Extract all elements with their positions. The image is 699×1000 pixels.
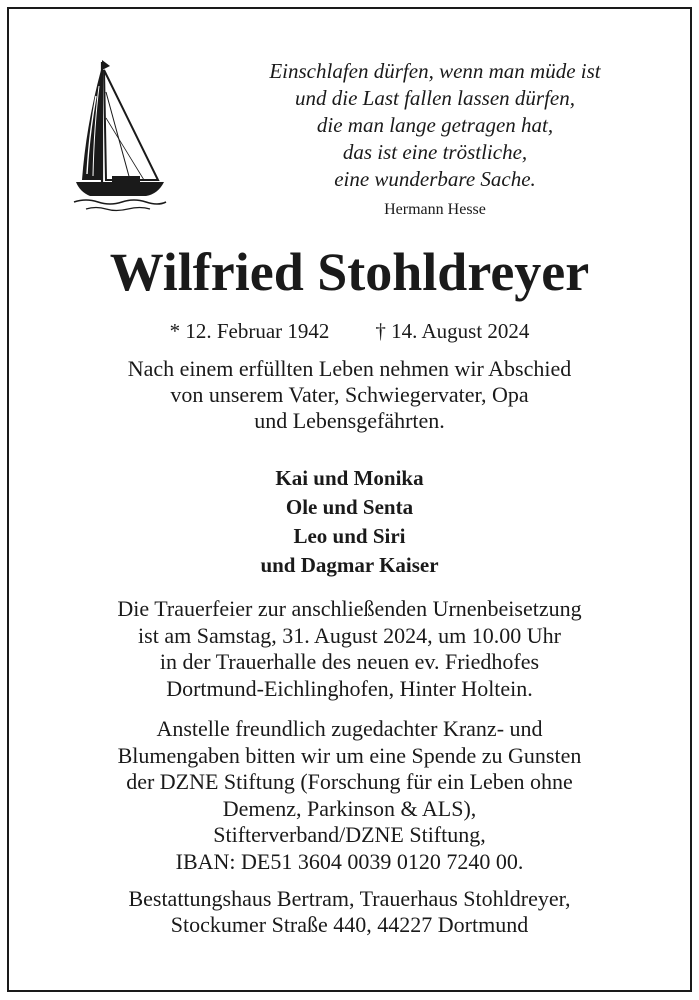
- death-date: † 14. August 2024: [375, 319, 530, 343]
- mourners-list: [20, 464, 679, 580]
- text-line: Die Trauerfeier zur anschließenden Urnenbeisetzung: [117, 596, 582, 621]
- quote-line: die man lange getragen hat,: [316, 113, 554, 137]
- quote-line: eine wunderbare Sache.: [334, 167, 536, 191]
- mourner-name: und Dagmar Kaiser: [260, 553, 439, 577]
- ceremony-details: [20, 596, 679, 702]
- mourner-name: Ole und Senta: [285, 495, 414, 519]
- funeral-home-address: [20, 886, 679, 938]
- hesse-quote: [200, 58, 670, 193]
- quote-author: Hermann Hesse: [384, 201, 486, 218]
- text-line: Anstelle freundlich zugedachter Kranz- und: [156, 716, 543, 741]
- life-dates: [20, 318, 679, 344]
- text-line: der DZNE Stiftung (Forschung für ein Leben ohne: [126, 769, 573, 794]
- deceased-name: Wilfried Stohldreyer: [109, 242, 590, 302]
- text-line: Dortmund-Eichlinghofen, Hinter Holtein.: [166, 675, 533, 701]
- iban-line: IBAN: DE51 3604 0039 0120 7240 00.: [175, 848, 524, 874]
- text-line: Stockumer Straße 440, 44227 Dortmund: [170, 912, 529, 937]
- quote-line: und die Last fallen lassen dürfen,: [295, 86, 575, 110]
- text-line: in der Trauerhalle des neuen ev. Friedhofes: [159, 649, 540, 674]
- mourner-name: Leo und Siri: [293, 524, 406, 548]
- text-line: Blumengaben bitten wir um eine Spende zu Gunsten: [117, 742, 582, 768]
- text-line: ist am Samstag, 31. August 2024, um 10.00 Uhr: [138, 622, 561, 648]
- quote-line: Einschlafen dürfen, wenn man müde ist: [269, 59, 601, 83]
- text-line: Stifterverband/DZNE Stiftung,: [213, 822, 486, 847]
- farewell-text: [20, 356, 679, 434]
- quote-line: das ist eine tröstliche,: [342, 140, 528, 164]
- sailboat-icon: [72, 56, 168, 216]
- text-line: von unserem Vater, Schwiegervater, Opa: [170, 382, 529, 407]
- text-line: Demenz, Parkinson & ALS),: [222, 795, 477, 821]
- text-line: und Lebensgefährten.: [254, 408, 445, 433]
- birth-date: * 12. Februar 1942: [169, 319, 330, 343]
- text-line: Nach einem erfüllten Leben nehmen wir Abschied: [127, 356, 572, 381]
- donation-request: [20, 716, 679, 875]
- mourner-name: Kai und Monika: [275, 466, 424, 490]
- text-line: Bestattungshaus Bertram, Trauerhaus Stohldreyer,: [128, 886, 571, 911]
